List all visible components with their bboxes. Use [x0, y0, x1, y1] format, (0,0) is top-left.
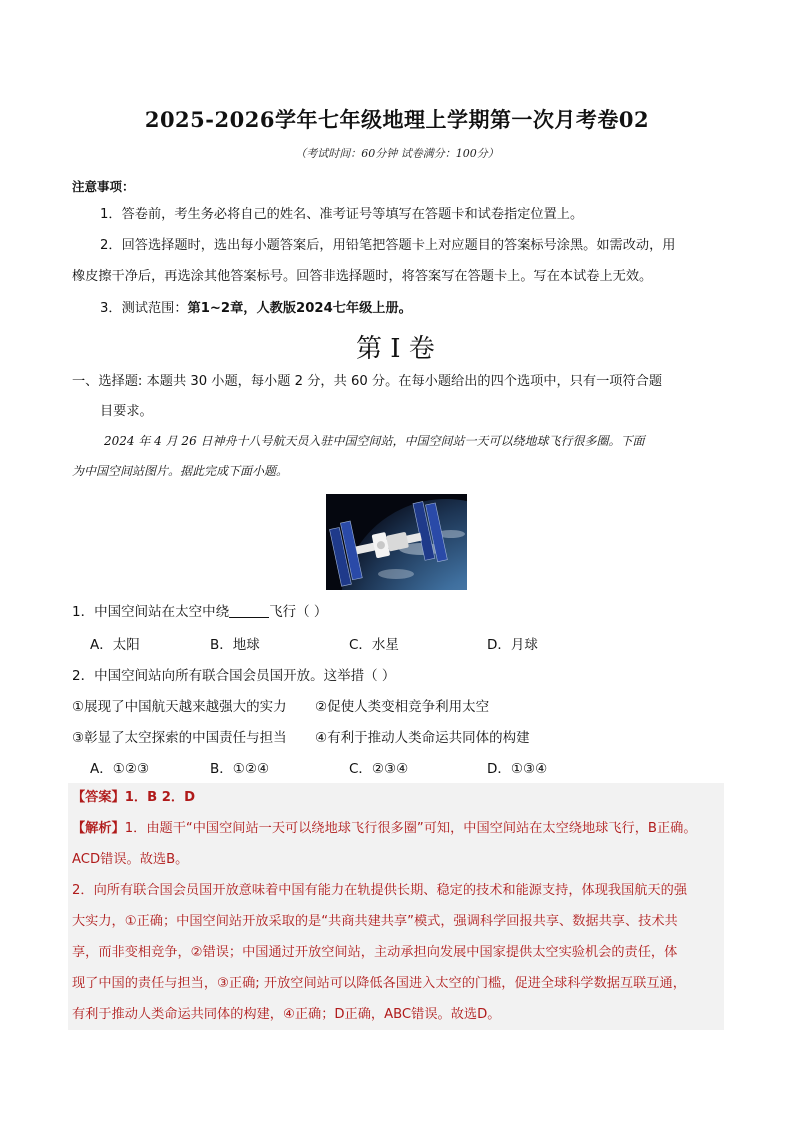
- space-station-photo: [326, 494, 467, 590]
- analysis-q1-line1: 1．由题干“中国空间站一天可以绕地球飞行很多圈”可知，中国空间站在太空绕地球飞行，B正确。: [124, 821, 697, 836]
- notice-3: [100, 297, 412, 321]
- q1-option-b[interactable]: B．地球: [210, 637, 260, 653]
- part1-instruction-line2: 目要求。: [100, 404, 153, 419]
- analysis-q1-line2: ACD错误。故选B。: [72, 852, 189, 867]
- analysis-q2-line4: 现了中国的责任与担当，③正确; 开放空间站可以降低各国进入太空的门槛，促进全球科学数据互联互通，: [72, 976, 686, 991]
- part1-instruction-line1: 一、选择题: 本题共 30 小题，每小题 2 分，共 60 分。在每小题给出的四个选项中，只有一项符合题: [72, 374, 663, 389]
- material-line2: 为中国空间站图片。据此完成下面小题。: [72, 464, 289, 478]
- notice-3-prefix: 3．测试范围：: [100, 301, 188, 316]
- space-station-illustration: [326, 494, 467, 590]
- analysis-q2-line5: 有利于推动人类命运共同体的构建，④正确；D正确，ABC错误。故选D。: [72, 1007, 501, 1022]
- exam-subtitle: （考试时间：60分钟 试卷满分：100分）: [295, 147, 499, 160]
- answer-text: 1．B 2．D: [124, 790, 196, 805]
- q2-statement-1: ①展现了中国航天越来越强大的实力: [72, 699, 287, 715]
- analysis-line-1: [72, 817, 697, 841]
- q2-option-a[interactable]: A．①②③: [90, 761, 150, 777]
- notice-heading: 注意事项：: [72, 179, 135, 194]
- q2-option-c[interactable]: C．②③④: [349, 761, 409, 777]
- analysis-label: 【解析】: [72, 821, 125, 836]
- notice-2-line2: 橡皮擦干净后，再选涂其他答案标号。回答非选择题时，将答案写在答题卡上。写在本试卷上无效。: [72, 269, 653, 284]
- q2-statement-3: ③彰显了太空探索的中国责任与担当: [72, 730, 287, 746]
- exam-title: 2025-2026学年七年级地理上学期第一次月考卷02: [144, 107, 650, 132]
- q2-option-d[interactable]: D．①③④: [487, 761, 548, 777]
- analysis-q2-line1: 2．向所有联合国会员国开放意味着中国有能力在轨提供长期、稳定的技术和能源支持，体现我国航天的强: [72, 883, 688, 898]
- notice-2-line1: 2．回答选择题时，选出每小题答案后，用铅笔把答题卡上对应题目的答案标号涂黑。如需改动，用: [100, 238, 676, 253]
- section-title: 第 I 卷: [356, 334, 435, 364]
- analysis-q2-line3: 享，而非变相竞争，②错误；中国通过开放空间站，主动承担向发展中国家提供太空实验机会的责任，体: [72, 945, 678, 960]
- answer-label: 【答案】: [72, 790, 125, 805]
- q2-option-b[interactable]: B．①②④: [210, 761, 270, 777]
- notice-1: 1．答卷前，考生务必将自己的姓名、准考证号等填写在答题卡和试卷指定位置上。: [100, 207, 584, 222]
- question-1-stem: [72, 600, 327, 620]
- question-1-stem-after: 飞行（ ）: [269, 604, 328, 620]
- material-line1: 2024 年 4 月 26 日神舟十八号航天员入驻中国空间站，中国空间站一天可以绕地球飞行很多圈。下面: [104, 434, 645, 448]
- q1-option-d[interactable]: D．月球: [487, 637, 538, 653]
- answer-line: [72, 786, 195, 810]
- q2-statement-4: ④有利于推动人类命运共同体的构建: [315, 730, 530, 746]
- question-2-stem: 2．中国空间站向所有联合国会员国开放。这举措（ ）: [72, 668, 396, 684]
- question-1-blank: [229, 603, 269, 618]
- q2-statement-2: ②促使人类变相竞争利用太空: [315, 699, 490, 715]
- notice-3-scope: 第1~2章，人教版2024七年级上册。: [187, 301, 412, 316]
- q1-option-a[interactable]: A．太阳: [90, 637, 140, 653]
- question-1-stem-before: 1．中国空间站在太空中绕: [72, 604, 230, 620]
- q1-option-c[interactable]: C．水星: [349, 637, 399, 653]
- analysis-q2-line2: 大实力，①正确；中国空间站开放采取的是“共商共建共享”模式，强调科学回报共享、数据共享、技术共: [72, 914, 678, 929]
